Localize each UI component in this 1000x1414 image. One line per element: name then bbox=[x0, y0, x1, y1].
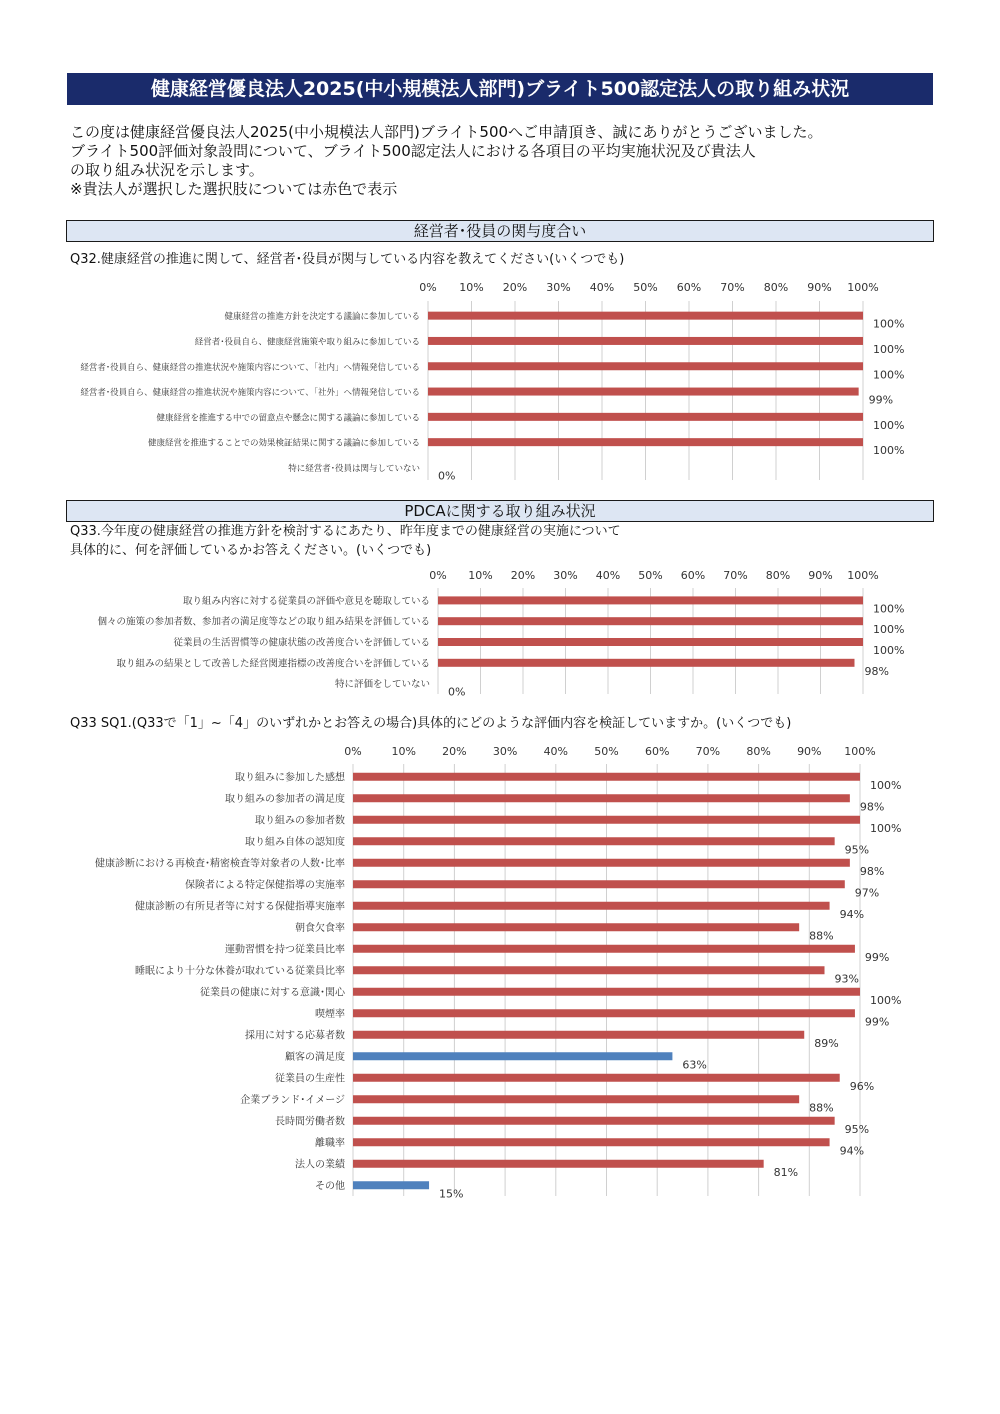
tick-label: 0% bbox=[429, 569, 447, 582]
tick-label: 90% bbox=[797, 745, 822, 758]
category-label: 離職率 bbox=[315, 1137, 345, 1149]
data-label: 63% bbox=[682, 1058, 707, 1072]
category-label: 健康経営を推進することでの効果検証結果に関する議論に参加している bbox=[147, 438, 420, 449]
tick-label: 20% bbox=[502, 281, 528, 294]
bar bbox=[428, 438, 863, 446]
data-label: 88% bbox=[809, 929, 834, 943]
bar bbox=[353, 859, 850, 867]
category-label: 健康診断の有所見者等に対する保健指導実施率 bbox=[135, 901, 345, 913]
question-q33-sq1: Q33 SQ1.(Q33で「1」~「4」のいずれかとお答えの場合)具体的にどのような評価内容を検証していますか。(いくつでも) bbox=[70, 716, 792, 731]
question-q33-line1: Q33.今年度の健康経営の推進方針を検討するにあたり、昨年度までの健康経営の実施について bbox=[70, 524, 621, 539]
data-label: 100% bbox=[873, 342, 905, 356]
intro-line: ※貴法人が選択した選択肢については赤色で表示 bbox=[70, 180, 398, 198]
tick-label: 100% bbox=[847, 569, 879, 582]
tick-label: 90% bbox=[807, 281, 832, 294]
bar bbox=[438, 596, 863, 604]
bar bbox=[353, 945, 855, 953]
data-label: 94% bbox=[839, 907, 865, 921]
tick-label: 60% bbox=[680, 569, 706, 582]
bar bbox=[353, 794, 850, 802]
data-label: 94% bbox=[839, 1144, 865, 1158]
section-header-management: 経営者･役員の関与度合い bbox=[66, 220, 934, 242]
bar bbox=[438, 638, 863, 646]
data-label: 100% bbox=[870, 821, 902, 835]
question-q33-line2: 具体的に、何を評価しているかお答えください。(いくつでも) bbox=[70, 543, 432, 558]
tick-label: 80% bbox=[763, 281, 789, 294]
intro-text bbox=[70, 123, 950, 199]
category-label: 保険者による特定保健指導の実施率 bbox=[185, 879, 345, 891]
category-label: 取り組みの結果として改善した経営関連指標の改善度合いを評価している bbox=[116, 658, 430, 670]
tick-label: 10% bbox=[391, 745, 416, 758]
data-label: 89% bbox=[814, 1036, 839, 1050]
category-label: 取り組み内容に対する従業員の評価や意見を聴取している bbox=[182, 595, 430, 607]
data-label: 93% bbox=[834, 972, 859, 986]
data-label: 0% bbox=[448, 685, 466, 699]
data-label: 95% bbox=[844, 843, 870, 857]
tick-label: 90% bbox=[808, 569, 833, 582]
category-label: 取り組みの参加者数 bbox=[255, 815, 345, 827]
tick-label: 40% bbox=[595, 569, 621, 582]
category-label: 従業員の生活習慣等の健康状態の改善度合いを評価している bbox=[173, 637, 430, 649]
tick-label: 40% bbox=[589, 281, 615, 294]
bar bbox=[353, 880, 845, 888]
bar bbox=[353, 1160, 764, 1168]
tick-label: 70% bbox=[695, 745, 721, 758]
data-label: 100% bbox=[873, 602, 905, 616]
category-label: 特に経営者･役員は関与していない bbox=[288, 463, 420, 474]
category-label: 取り組みに参加した感想 bbox=[235, 772, 345, 784]
bar bbox=[438, 617, 863, 625]
category-label: その他 bbox=[315, 1180, 345, 1192]
data-label: 98% bbox=[859, 800, 885, 814]
bar bbox=[353, 988, 860, 996]
intro-line: この度は健康経営優良法人2025(中小規模法人部門)ブライト500へご申請頂き、誠にありがとうございました。 bbox=[70, 123, 823, 141]
tick-label: 20% bbox=[510, 569, 536, 582]
data-label: 0% bbox=[438, 469, 456, 480]
bar bbox=[353, 923, 799, 931]
tick-label: 70% bbox=[720, 281, 745, 294]
data-label: 100% bbox=[873, 623, 905, 637]
category-label: 朝食欠食率 bbox=[295, 922, 345, 934]
data-label: 95% bbox=[844, 1122, 870, 1136]
data-label: 100% bbox=[873, 444, 905, 458]
intro-line: ブライト500評価対象設問について、ブライト500認定法人における各項目の平均実施状況及び貴法人 bbox=[70, 142, 756, 160]
category-label: 個々の施策の参加者数、参加者の満足度等などの取り組み結果を評価している bbox=[97, 616, 430, 628]
tick-label: 50% bbox=[594, 745, 619, 758]
bar bbox=[353, 1095, 799, 1103]
data-label: 99% bbox=[864, 950, 890, 964]
category-label: 経営者･役員自ら、健康経営の推進状況や施策内容について、「社外」へ情報発信している bbox=[80, 388, 420, 399]
intro-line: の取り組み状況を示します。 bbox=[70, 161, 264, 179]
category-label: 健康診断における再検査･精密検査等対象者の人数･比率 bbox=[95, 858, 345, 870]
bar bbox=[428, 388, 859, 396]
page-title: 健康経営優良法人2025(中小規模法人部門)ブライト500認定法人の取り組み状況 bbox=[67, 73, 933, 105]
bar bbox=[353, 1074, 840, 1082]
bar bbox=[353, 1117, 835, 1125]
bar bbox=[353, 837, 835, 845]
data-label: 100% bbox=[870, 993, 902, 1007]
bar bbox=[353, 1031, 804, 1039]
tick-label: 10% bbox=[468, 569, 493, 582]
tick-label: 50% bbox=[638, 569, 663, 582]
bar bbox=[353, 1138, 830, 1146]
data-label: 98% bbox=[864, 664, 889, 678]
bar bbox=[353, 816, 860, 824]
bar bbox=[353, 966, 825, 974]
category-label: 経営者･役員自ら、健康経営施策や取り組みに参加している bbox=[194, 337, 420, 348]
data-label: 100% bbox=[870, 778, 902, 792]
data-label: 99% bbox=[868, 393, 894, 407]
bar bbox=[353, 1181, 429, 1189]
bar bbox=[353, 1052, 672, 1060]
bar bbox=[428, 312, 863, 320]
data-label: 96% bbox=[849, 1079, 875, 1093]
tick-label: 40% bbox=[543, 745, 569, 758]
category-label: 取り組み自体の認知度 bbox=[245, 836, 345, 848]
tick-label: 80% bbox=[765, 569, 791, 582]
data-label: 100% bbox=[873, 368, 905, 382]
bar bbox=[353, 773, 860, 781]
chart-q33-sq1 bbox=[0, 742, 1000, 1202]
category-label: 従業員の生産性 bbox=[275, 1073, 345, 1085]
tick-label: 100% bbox=[844, 745, 876, 758]
tick-label: 30% bbox=[546, 281, 571, 294]
bar bbox=[428, 337, 863, 345]
category-label: 運動習慣を持つ従業員比率 bbox=[225, 944, 345, 956]
bar bbox=[353, 902, 830, 910]
chart-q33 bbox=[0, 566, 1000, 700]
tick-label: 60% bbox=[644, 745, 670, 758]
category-label: 喫煙率 bbox=[315, 1008, 345, 1020]
tick-label: 80% bbox=[746, 745, 771, 758]
category-label: 企業ブランド･イメージ bbox=[240, 1094, 345, 1106]
category-label: 従業員の健康に対する意識･関心 bbox=[200, 987, 345, 999]
bar bbox=[428, 362, 863, 370]
category-label: 健康経営の推進方針を決定する議論に参加している bbox=[224, 312, 420, 323]
tick-label: 0% bbox=[419, 281, 437, 294]
category-label: 睡眠により十分な休養が取れている従業員比率 bbox=[135, 965, 345, 977]
data-label: 88% bbox=[809, 1101, 834, 1115]
tick-label: 60% bbox=[676, 281, 702, 294]
bar bbox=[428, 413, 863, 421]
category-label: 経営者･役員自ら、健康経営の推進状況や施策内容について、「社内」へ情報発信している bbox=[80, 362, 420, 373]
tick-label: 20% bbox=[442, 745, 467, 758]
category-label: 法人の業績 bbox=[295, 1159, 345, 1171]
data-label: 15% bbox=[439, 1187, 464, 1201]
tick-label: 50% bbox=[633, 281, 658, 294]
category-label: 健康経営を推進する中での留意点や懸念に関する議論に参加している bbox=[156, 413, 420, 424]
tick-label: 10% bbox=[459, 281, 484, 294]
category-label: 採用に対する応募者数 bbox=[245, 1030, 345, 1042]
tick-label: 30% bbox=[553, 569, 578, 582]
data-label: 98% bbox=[859, 864, 885, 878]
tick-label: 0% bbox=[344, 745, 362, 758]
data-label: 81% bbox=[773, 1165, 799, 1179]
question-q32: Q32.健康経営の推進に関して、経営者･役員が関与している内容を教えてください(いくつでも) bbox=[70, 252, 625, 267]
category-label: 特に評価をしていない bbox=[334, 679, 430, 691]
category-label: 取り組みの参加者の満足度 bbox=[225, 793, 345, 805]
data-label: 100% bbox=[873, 317, 905, 331]
data-label: 97% bbox=[854, 886, 880, 900]
tick-label: 100% bbox=[847, 281, 879, 294]
data-label: 99% bbox=[864, 1015, 890, 1029]
tick-label: 30% bbox=[492, 745, 518, 758]
category-label: 顧客の満足度 bbox=[285, 1051, 345, 1063]
bar bbox=[438, 659, 855, 667]
tick-label: 70% bbox=[723, 569, 748, 582]
category-label: 長時間労働者数 bbox=[275, 1116, 345, 1128]
chart-q32 bbox=[0, 278, 1000, 480]
bar bbox=[353, 1009, 855, 1017]
section-header-pdca: PDCAに関する取り組み状況 bbox=[66, 500, 934, 522]
data-label: 100% bbox=[873, 644, 905, 657]
data-label: 100% bbox=[873, 418, 905, 432]
